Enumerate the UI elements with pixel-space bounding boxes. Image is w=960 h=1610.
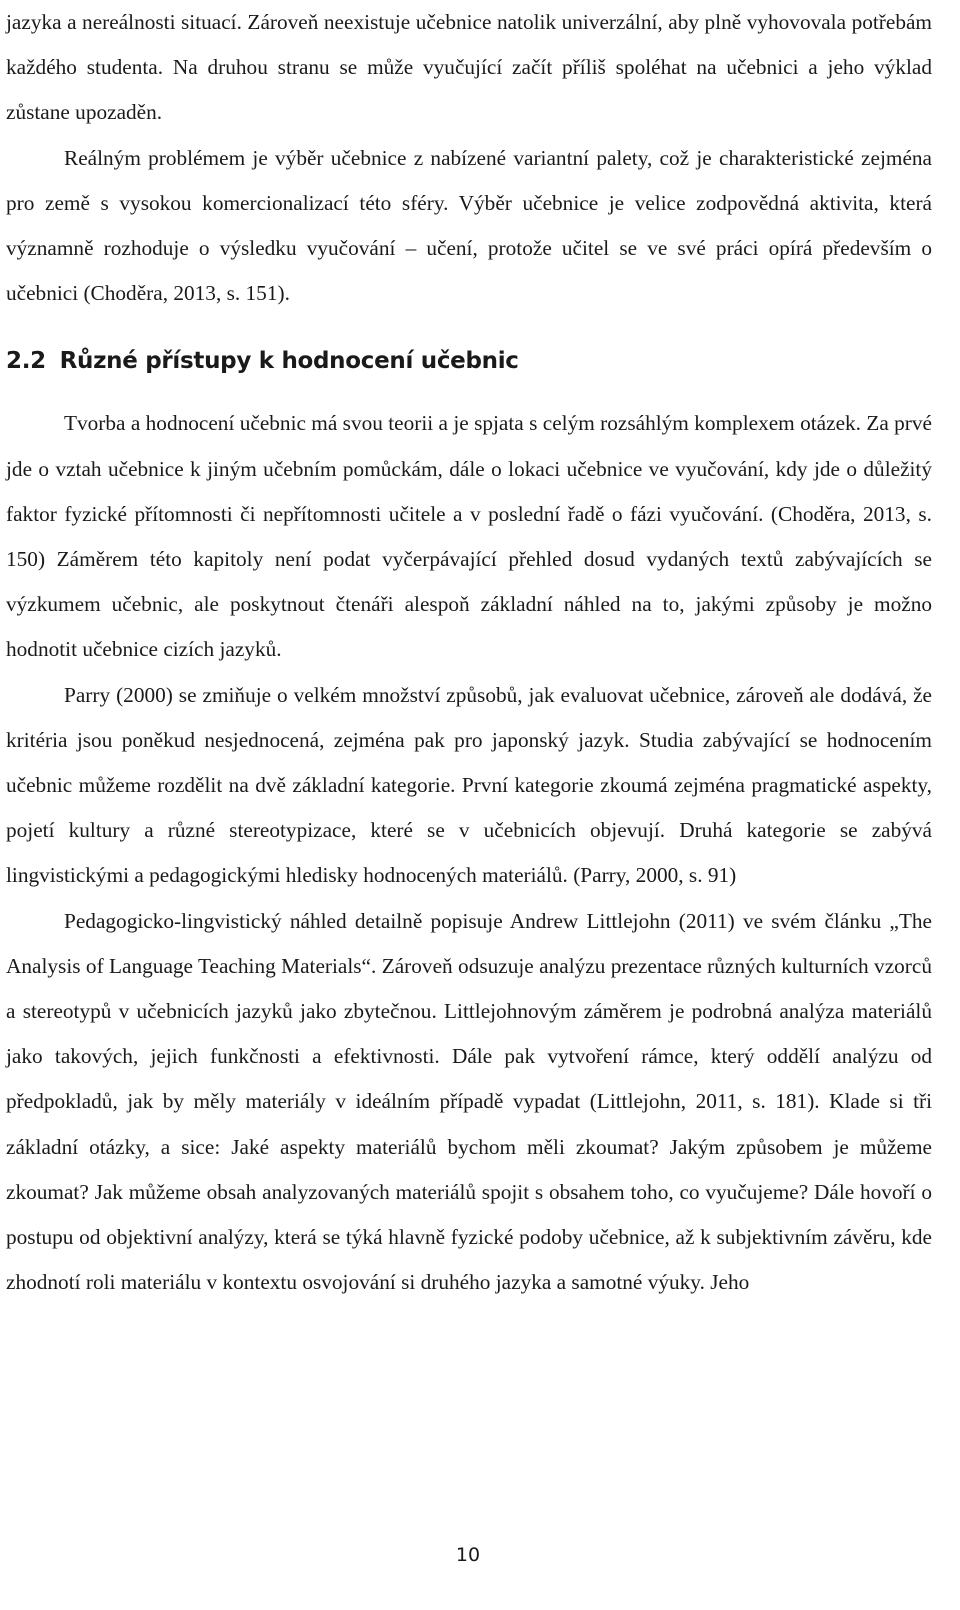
paragraph-continuation: jazyka a nereálnosti situací. Zároveň neexistuje učebnice natolik univerzální, aby plně vyhovovala potřebám každého studenta. Na druhou stranu se může vyučující začít příliš spoléhat na učebnici a jeho výklad zůstane upozaděn.: [6, 10, 932, 125]
paragraph-littlejohn: Pedagogicko-lingvistický náhled detailně popisuje Andrew Littlejohn (2011) ve svém článku „The Analysis of Language Teaching Materials“. Zároveň odsuzuje analýzu prezentace různých kulturních vzorců a stereotypů v učebnicích jazyků jako zbytečnou. Littlejohnovým záměrem je podrobná analýza materiálů jako takových, jejich funkčnosti a efektivnosti. Dále pak vytvoření rámce, který oddělí analýzu od předpokladů, jak by měly materiály v ideálním případě vypadat (Littlejohn, 2011, s. 181). Klade si tři základní otázky, a sice: Jaké aspekty materiálů bychom měli zkoumat? Jakým způsobem je můžeme zkoumat? Jak můžeme obsah analyzovaných materiálů spojit s obsahem toho, co vyučujeme? Dále hovoří o postupu od objektivní analýzy, která se týká hlavně fyzické podoby učebnice, až k subjektivním závěru, kde zhodnotí roli materiálu v kontextu osvojování si druhého jazyka a samotné výuky. Jeho: [6, 908, 932, 1295]
paragraph-parry: Parry (2000) se zmiňuje o velkém množství způsobů, jak evaluovat učebnice, zároveň ale dodává, že kritéria jsou poněkud nesjednocená, zejména pak pro japonský jazyk. Studia zabývající se hodnocením učebnic můžeme rozdělit na dvě základní kategorie. První kategorie zkoumá zejména pragmatické aspekty, pojetí kultury a různé stereotypizace, které se v učebnicích objevují. Druhá kategorie se zabývá lingvistickými a pedagogickými hledisky hodnocených materiálů. (Parry, 2000, s. 91): [6, 682, 932, 888]
document-page: [6, 0, 932, 1305]
section-heading: [6, 345, 932, 377]
paragraph-textbook-selection: Reálným problémem je výběr učebnice z nabízené variantní palety, což je charakteristické zejména pro země s vysokou komercionalizací této sféry. Výběr učebnice je velice zodpovědná aktivita, která významně rozhoduje o výsledku vyučování – učení, protože učitel se ve své práci opírá především o učebnici (Choděra, 2013, s. 151).: [6, 145, 932, 306]
section-title: Různé přístupy k hodnocení učebnic: [59, 348, 519, 375]
page-number: 10: [455, 1544, 481, 1566]
paragraph-theory: Tvorba a hodnocení učebnic má svou teorii a je spjata s celým rozsáhlým komplexem otázek. Za prvé jde o vztah učebnice k jiným učebním pomůckám, dále o lokaci učebnice ve vyučování, kdy jde o důležitý faktor fyzické přítomnosti či nepřítomnosti učitele a v poslední řadě o fázi vyučování. (Choděra, 2013, s. 150) Záměrem této kapitoly není podat vyčerpávající přehled dosud vydaných textů zabývajících se výzkumem učebnic, ale poskytnout čtenáři alespoň základní náhled na to, jakými způsoby je možno hodnotit učebnice cizích jazyků.: [6, 411, 932, 662]
section-number: 2.2: [6, 348, 46, 375]
